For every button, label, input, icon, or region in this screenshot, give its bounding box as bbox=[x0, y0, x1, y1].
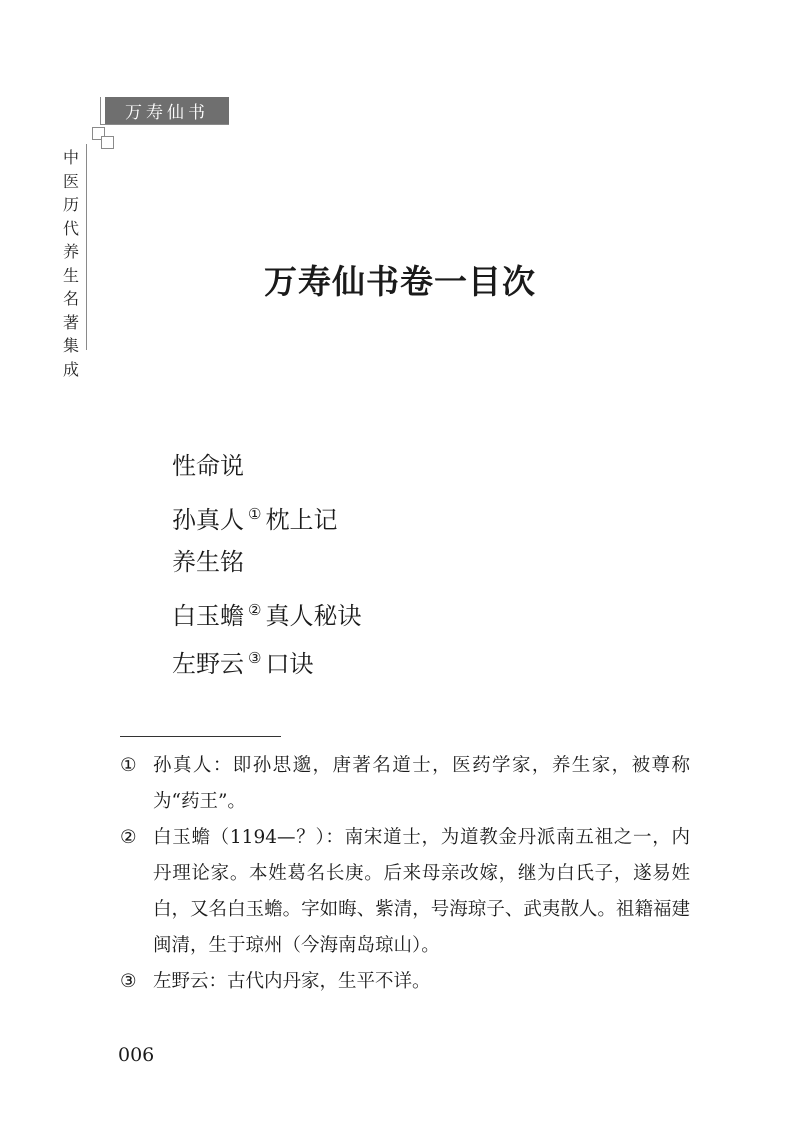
book-title: 万寿仙书 bbox=[125, 103, 209, 123]
footnote bbox=[120, 964, 690, 1000]
footnote-divider bbox=[120, 736, 281, 737]
toc-item[interactable] bbox=[172, 544, 361, 592]
toc-item[interactable] bbox=[172, 640, 361, 688]
decorative-rule bbox=[100, 97, 101, 124]
footnote-text: 孙真人：即孙思邈，唐著名道士，医药学家，养生家，被尊称为“药王”。 bbox=[153, 755, 690, 812]
series-title-char: 中 bbox=[62, 148, 79, 167]
series-title-char: 历 bbox=[62, 195, 79, 214]
toc-item-text: 性命说 bbox=[172, 452, 244, 480]
series-title-char: 生 bbox=[62, 265, 79, 285]
book-title-banner bbox=[105, 97, 229, 124]
toc-item-text: 真人秘诀 bbox=[265, 602, 362, 630]
toc-item[interactable] bbox=[172, 592, 361, 640]
series-title-char: 集 bbox=[62, 336, 79, 355]
chapter-title: 万寿仙书卷一目次 bbox=[264, 262, 536, 301]
footnote-mark: ② bbox=[120, 827, 137, 848]
series-title-char: 名 bbox=[62, 289, 79, 308]
toc-item-text: 白玉蟾 bbox=[172, 602, 244, 630]
series-title-char: 医 bbox=[62, 171, 79, 191]
toc-item-text: 养生铭 bbox=[172, 548, 244, 576]
decorative-square bbox=[101, 136, 114, 149]
page-number: 006 bbox=[118, 1044, 155, 1066]
footnote-mark: ③ bbox=[120, 971, 137, 992]
decorative-rule bbox=[86, 144, 87, 350]
series-title-char: 著 bbox=[62, 312, 79, 332]
toc-item[interactable] bbox=[172, 496, 361, 544]
footnote-ref[interactable]: ② bbox=[248, 601, 262, 619]
footnotes bbox=[120, 748, 690, 1000]
footnote-text: 左野云：古代内丹家，生平不详。 bbox=[153, 971, 431, 992]
footnote bbox=[120, 820, 690, 964]
toc-item-text: 左野云 bbox=[172, 650, 244, 678]
toc-item-text: 孙真人 bbox=[172, 506, 244, 534]
table-of-contents bbox=[172, 448, 361, 688]
footnote-mark: ① bbox=[120, 755, 137, 776]
footnote bbox=[120, 748, 690, 820]
footnote-ref[interactable]: ③ bbox=[248, 649, 262, 667]
series-title-char: 养 bbox=[62, 242, 79, 261]
toc-item[interactable] bbox=[172, 448, 361, 496]
toc-item-text: 口诀 bbox=[265, 650, 314, 678]
series-title-char: 成 bbox=[62, 359, 79, 379]
decorative-rule bbox=[100, 124, 229, 125]
toc-item-text: 枕上记 bbox=[265, 506, 338, 534]
footnote-text: 白玉蟾（1194—？）：南宋道士，为道教金丹派南五祖之一，内丹理论家。本姓葛名长庚。后来母亲改嫁，继为白氏子，遂易姓白，又名白玉蟾。字如晦、紫清，号海琼子、武夷散人。祖籍福建闽清，生于琼州（今海南岛琼山）。 bbox=[153, 827, 690, 956]
footnote-ref[interactable]: ① bbox=[248, 505, 262, 523]
series-title-char: 代 bbox=[62, 218, 79, 238]
